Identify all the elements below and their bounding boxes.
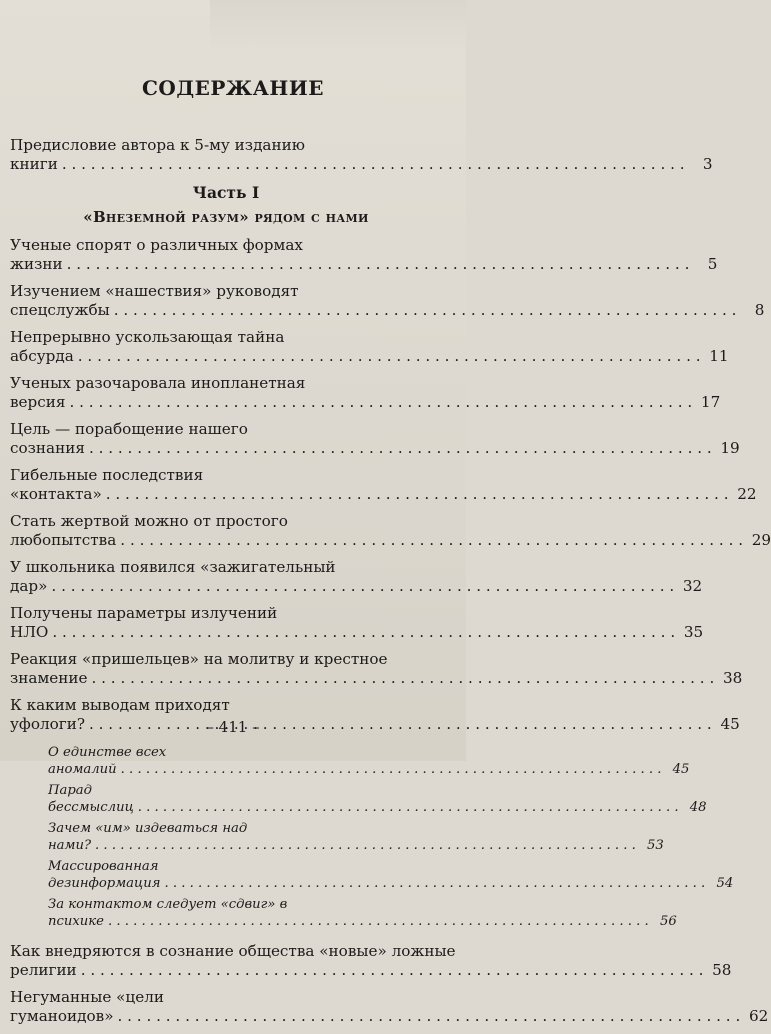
toc-subentry-text: Массированная дезинформация . . . — [48, 858, 705, 892]
toc-entry-text: Как внедряются в сознание общества «новые» ложные религии . . . — [10, 942, 703, 980]
toc-page-number: 54 — [716, 876, 734, 891]
toc-entry[interactable] — [10, 604, 704, 642]
toc-subentry[interactable] — [10, 744, 690, 778]
toc-subentry-text: Зачем «им» издеваться над нами? . . . — [48, 820, 636, 854]
toc-entry-preface[interactable] — [10, 136, 713, 174]
toc-page-number: 56 — [659, 914, 677, 929]
part-heading: Часть I — [192, 183, 260, 202]
toc-page-number: 48 — [689, 800, 707, 815]
toc-entry-text: Непрерывно ускользающая тайна абсурда . . . — [10, 328, 701, 366]
toc-page-number: 19 — [720, 439, 740, 457]
toc-entry-text: Ученых разочаровала инопланетная версия . . . — [10, 374, 692, 412]
toc-entry-text: К каким выводам приходят уфологи? . . . — [10, 696, 712, 734]
toc-page-number: 8 — [754, 301, 765, 319]
toc-entry-text: Изучением «нашествия» руководят спецслужбы . . . — [10, 282, 736, 320]
page-title: СОДЕРЖАНИЕ — [142, 76, 324, 100]
toc-entry-text: Получены параметры излучений НЛО . . . — [10, 604, 675, 642]
toc-subentry-text: О единстве всех аномалий . . . — [48, 744, 661, 778]
toc-entry[interactable] — [10, 420, 740, 458]
toc-page-number: 3 — [702, 155, 713, 173]
toc-subentry[interactable] — [10, 820, 664, 854]
table-of-contents — [10, 136, 771, 1034]
toc-subentry[interactable] — [10, 896, 677, 930]
toc-page-number: 22 — [737, 485, 757, 503]
toc-page-number: 35 — [683, 623, 704, 641]
toc-page-number: 45 — [672, 762, 690, 777]
toc-entry-text: Предисловие автора к 5-му изданию книги . . . — [10, 136, 685, 174]
toc-entry[interactable] — [10, 466, 757, 504]
show-through-text — [210, 0, 466, 52]
toc-entry[interactable] — [10, 988, 769, 1026]
toc-entry[interactable] — [10, 282, 765, 320]
toc-page-number: 5 — [707, 255, 718, 273]
page-number-footer: – 411 – — [206, 718, 260, 736]
toc-page-number: 62 — [748, 1007, 769, 1025]
toc-page-number: 58 — [712, 961, 732, 979]
toc-page-number: 29 — [751, 531, 771, 549]
toc-entry-text: Гибельные последствия «контакта» . . . — [10, 466, 729, 504]
toc-subentry-text: За контактом следует «сдвиг» в психике . . . — [48, 896, 649, 930]
toc-entry[interactable] — [10, 650, 743, 688]
toc-page-number: 17 — [700, 393, 721, 411]
toc-page-number: 38 — [722, 669, 743, 687]
toc-subentry[interactable] — [10, 858, 734, 892]
toc-entry-text: У школьника появился «зажигательный дар» . . . — [10, 558, 674, 596]
toc-entry-text: Цель — порабощение нашего сознания . . . — [10, 420, 712, 458]
toc-entry[interactable] — [10, 236, 718, 274]
toc-subentry-text: Парад бессмыслиц . . . — [48, 782, 679, 816]
toc-entry-text: Реакция «пришельцев» на молитву и крестное знамение . . . — [10, 650, 714, 688]
toc-entry[interactable] — [10, 374, 721, 412]
toc-page-number: 53 — [647, 838, 664, 853]
toc-entry[interactable] — [10, 558, 703, 596]
toc-subentry[interactable] — [10, 782, 707, 816]
toc-entry[interactable] — [10, 512, 771, 550]
toc-entry-text: Ученые спорят о различных формах жизни . . . — [10, 236, 689, 274]
toc-entry-text: Стать жертвой можно от простого любопытства . . . — [10, 512, 743, 550]
toc-page-number: 45 — [720, 715, 740, 733]
toc-page-number: 11 — [709, 347, 729, 365]
section-heading: «Внеземной разум» рядом с нами — [83, 208, 369, 226]
toc-entry-text: Негуманные «цели гуманоидов» . . . — [10, 988, 740, 1026]
toc-entry[interactable] — [10, 328, 729, 366]
toc-entry[interactable] — [10, 942, 732, 980]
toc-page-number: 32 — [682, 577, 703, 595]
